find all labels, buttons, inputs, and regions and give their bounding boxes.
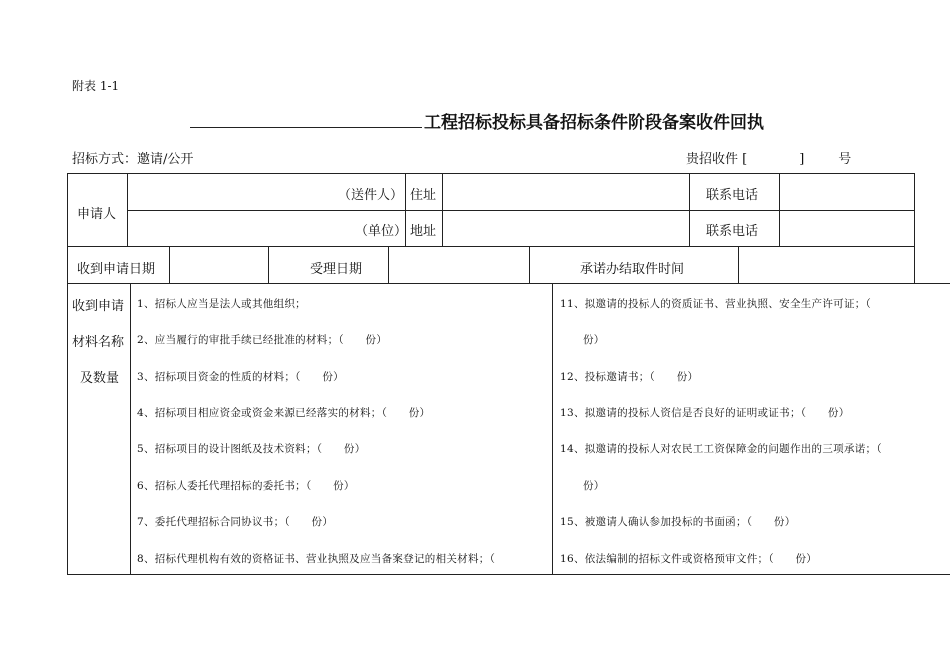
table-border-top (67, 173, 914, 174)
table-border-left (67, 173, 68, 574)
table-row-divider (67, 283, 950, 284)
receipt-prefix: 贵招收件 [ (686, 152, 748, 167)
material-item: 1、招标人应当是法人或其他组织； (137, 298, 306, 310)
page-title: 工程招标投标具备招标条件阶段备案收件回执 (424, 113, 764, 133)
residence-label: 住址 (410, 188, 437, 203)
doc-label: 附表 1-1 (72, 79, 120, 93)
materials-label-line: 收到申请 (72, 299, 125, 314)
table-row-divider (67, 246, 914, 247)
table-col-divider (130, 283, 131, 574)
accept-date-label: 受理日期 (310, 262, 363, 277)
material-item: 7、委托代理招标合同协议书；（ 份） (137, 516, 334, 528)
table-col-divider (738, 246, 739, 283)
material-item: 3、招标项目资金的性质的材料；（ 份） (137, 371, 344, 383)
table-col-divider (552, 283, 553, 574)
bidding-method: 招标方式：邀请/公开 (72, 152, 194, 167)
applicant-label: 申请人 (77, 207, 117, 222)
unit-label: （单位） (355, 224, 408, 239)
table-col-divider (689, 173, 690, 246)
materials-label-line: 及数量 (80, 371, 120, 386)
address-label: 地址 (410, 224, 437, 239)
material-item: 16、依法编制的招标文件或资格预审文件；（ 份） (560, 553, 818, 565)
material-item: 14、拟邀请的投标人对农民工工资保障金的问题作出的三项承诺；（ (560, 443, 882, 455)
table-col-divider (779, 173, 780, 246)
material-item: 6、招标人委托代理招标的委托书；（ 份） (137, 480, 355, 492)
receipt-suffix: 号 (838, 152, 852, 167)
material-item: 份） (583, 334, 605, 346)
material-item: 2、应当履行的审批手续已经批准的材料；（ 份） (137, 334, 388, 346)
phone-label: 联系电话 (706, 188, 759, 203)
table-border-bottom (67, 574, 950, 575)
table-col-divider (268, 246, 269, 283)
material-item: 8、招标代理机构有效的资格证书、营业执照及应当备案登记的相关材料；（ (137, 553, 496, 565)
receipt-close: ] (799, 152, 805, 167)
material-item: 15、被邀请人确认参加投标的书面函；（ 份） (560, 516, 796, 528)
table-col-divider (127, 173, 128, 246)
table-col-divider (388, 246, 389, 283)
title-blank-underline (190, 127, 422, 128)
table-col-divider (529, 246, 530, 283)
table-row-divider (127, 210, 914, 211)
material-item: 5、招标项目的设计图纸及技术资料；（ 份） (137, 443, 366, 455)
table-col-divider (169, 246, 170, 283)
receipt-number (686, 148, 851, 167)
sender-label: （送件人） (338, 188, 404, 203)
material-item: 11、拟邀请的投标人的资质证书、营业执照、安全生产许可证；（ (560, 298, 872, 310)
material-item: 份） (583, 480, 605, 492)
table-border-right (914, 173, 915, 283)
materials-label-line: 材料名称 (72, 335, 125, 350)
table-col-divider (442, 173, 443, 246)
received-date-label: 收到申请日期 (77, 262, 156, 277)
material-item: 12、投标邀请书；（ 份） (560, 371, 699, 383)
material-item: 13、拟邀请的投标人资信是否良好的证明或证书；（ 份） (560, 407, 850, 419)
promise-time-label: 承诺办结取件时间 (580, 262, 685, 277)
material-item: 4、招标项目相应资金或资金来源已经落实的材料；（ 份） (137, 407, 431, 419)
phone-label: 联系电话 (706, 224, 759, 239)
